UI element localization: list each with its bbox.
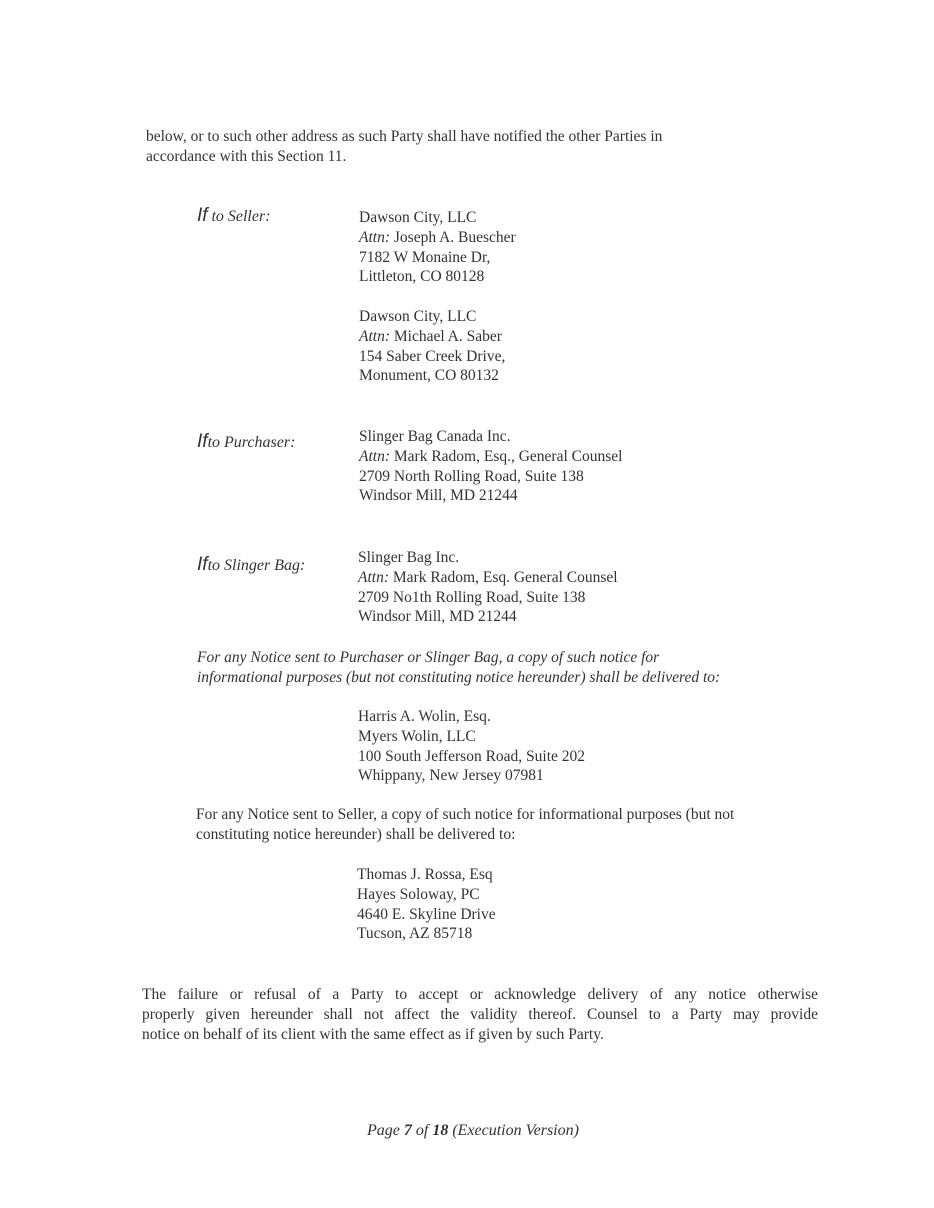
intro-paragraph <box>146 127 662 167</box>
city-line: Monument, CO 80132 <box>359 367 499 385</box>
street-line: 2709 North Rolling Road, Suite 138 <box>359 467 584 485</box>
if-word: If <box>197 431 208 452</box>
purchaser-copy-address <box>358 707 585 786</box>
paragraph-line: informational purposes (but not constituting notice hereunder) shall be delivered to: <box>197 668 721 686</box>
paragraph-line: The failure or refusal of a Party to accept or acknowledge delivery of any notice otherwise <box>142 986 818 1003</box>
street-line: 7182 W Monaine Dr, <box>359 248 491 266</box>
address-line: Hayes Soloway, PC <box>357 885 480 903</box>
attn-line <box>358 568 618 588</box>
address-line: 4640 E. Skyline Drive <box>357 905 496 923</box>
street-line: 2709 No1th Rolling Road, Suite 138 <box>358 588 586 606</box>
paragraph-line: properly given hereunder shall not affect the validity thereof. Counsel to a Party may provide <box>142 1005 818 1023</box>
attn-label: Attn: <box>358 568 389 586</box>
intro-line: below, or to such other address as such Party shall have notified the other Parties in <box>146 128 663 145</box>
seller-copy-paragraph <box>196 805 734 845</box>
footer-page-word: Page <box>367 1122 400 1139</box>
company-name: Dawson City, LLC <box>359 209 477 226</box>
attn-label: Attn: <box>359 447 390 465</box>
closing-paragraph <box>142 985 818 1044</box>
paragraph-line: For any Notice sent to Seller, a copy of such notice for informational purposes (but not <box>196 806 735 823</box>
address-line: Harris A. Wolin, Esq. <box>358 708 491 725</box>
slinger-bag-label-text: to Slinger Bag: <box>207 557 306 574</box>
attn-name: Joseph A. Buescher <box>393 228 516 246</box>
seller-label <box>197 206 271 227</box>
attn-name: Mark Radom, Esq. General Counsel <box>392 568 618 586</box>
seller-label-text: to Seller: <box>211 208 271 225</box>
seller-address-1 <box>359 208 516 287</box>
attn-label: Attn: <box>359 228 390 246</box>
paragraph-line: constituting notice hereunder) shall be delivered to: <box>196 825 516 843</box>
footer-total-pages: 18 <box>432 1122 449 1139</box>
paragraph-line: For any Notice sent to Purchaser or Slinger Bag, a copy of such notice for <box>197 649 660 666</box>
attn-name: Michael A. Saber <box>393 327 502 345</box>
address-line: 100 South Jefferson Road, Suite 202 <box>358 747 586 765</box>
purchaser-address <box>359 427 622 506</box>
footer-version: (Execution Version) <box>452 1122 579 1139</box>
slinger-bag-label <box>197 555 305 576</box>
purchaser-label <box>197 432 295 453</box>
attn-line <box>359 327 505 347</box>
page-footer <box>367 1121 579 1141</box>
company-name: Slinger Bag Inc. <box>358 549 460 566</box>
purchaser-label-text: to Purchaser: <box>207 434 296 451</box>
seller-copy-address <box>357 865 496 944</box>
paragraph-line: notice on behalf of its client with the same effect as if given by such Party. <box>142 1025 604 1043</box>
slinger-bag-address <box>358 548 618 627</box>
city-line: Littleton, CO 80128 <box>359 268 485 286</box>
attn-line <box>359 228 516 248</box>
seller-address-2 <box>359 307 505 386</box>
city-line: Windsor Mill, MD 21244 <box>359 487 518 505</box>
attn-label: Attn: <box>359 327 390 345</box>
city-line: Windsor Mill, MD 21244 <box>358 608 517 626</box>
attn-name: Mark Radom, Esq., General Counsel <box>393 447 623 465</box>
purchaser-copy-paragraph <box>197 648 720 688</box>
address-line: Whippany, New Jersey 07981 <box>358 767 544 785</box>
company-name: Dawson City, LLC <box>359 308 477 325</box>
if-word: If <box>197 205 208 226</box>
address-line: Tucson, AZ 85718 <box>357 925 473 943</box>
address-line: Thomas J. Rossa, Esq <box>357 866 493 883</box>
street-line: 154 Saber Creek Drive, <box>359 347 506 365</box>
attn-line <box>359 447 622 467</box>
if-word: If <box>197 554 208 575</box>
company-name: Slinger Bag Canada Inc. <box>359 428 511 445</box>
address-line: Myers Wolin, LLC <box>358 727 476 745</box>
intro-line: accordance with this Section 11. <box>146 147 347 165</box>
footer-page-number: 7 <box>403 1122 412 1139</box>
footer-of-word: of <box>415 1122 429 1139</box>
